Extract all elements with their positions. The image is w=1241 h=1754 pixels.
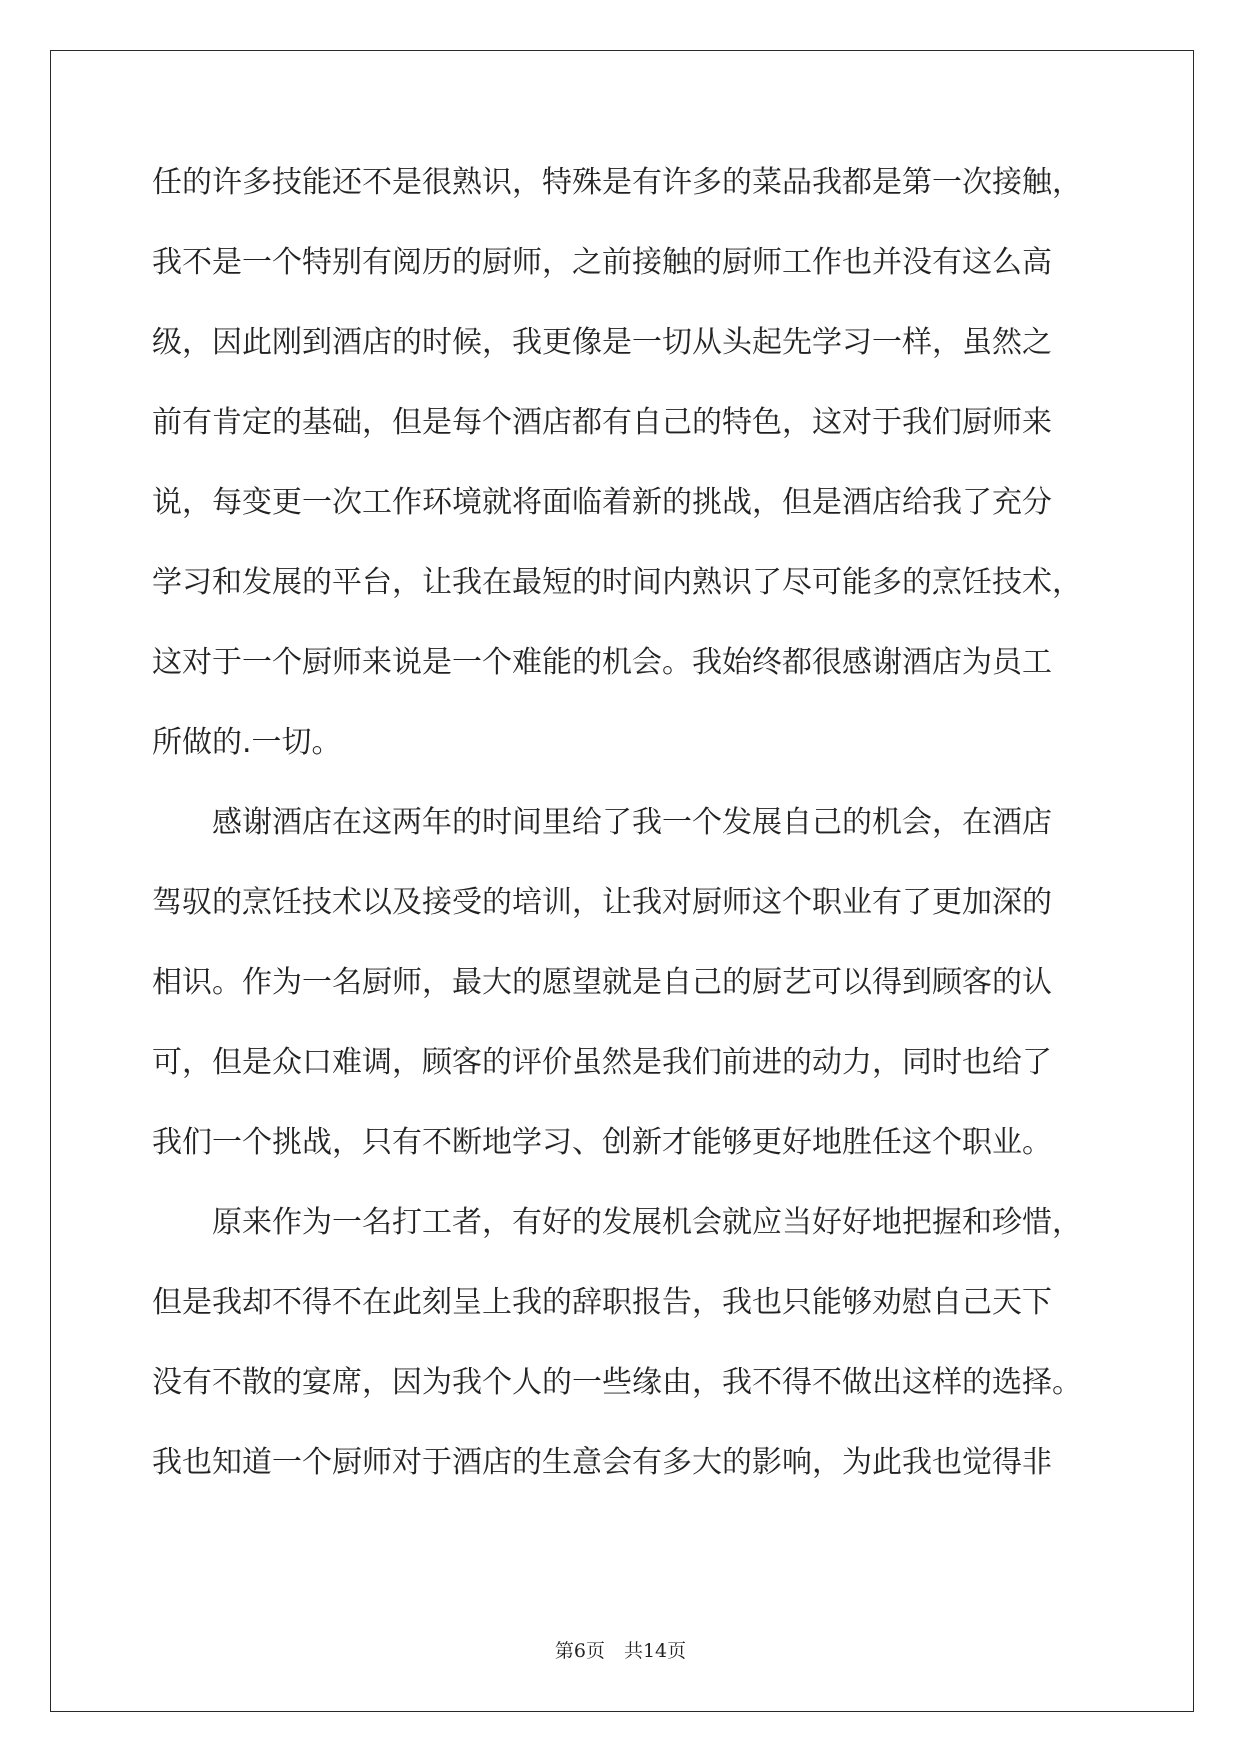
text-line: 相识。作为一名厨师，最大的愿望就是自己的厨艺可以得到顾客的认 xyxy=(152,965,1052,1000)
text-line: 我也知道一个厨师对于酒店的生意会有多大的影响，为此我也觉得非 xyxy=(152,1445,1052,1480)
text-line: 感谢酒店在这两年的时间里给了我一个发展自己的机会，在酒店 xyxy=(152,805,1052,840)
text-line: 学习和发展的平台，让我在最短的时间内熟识了尽可能多的烹饪技术， xyxy=(152,565,1082,600)
text-line: 所做的.一切。 xyxy=(152,725,342,760)
page-number-footer: 第6页 共14页 xyxy=(554,1640,687,1662)
text-line: 我不是一个特别有阅历的厨师，之前接触的厨师工作也并没有这么高 xyxy=(152,245,1052,280)
text-line: 没有不散的宴席，因为我个人的一些缘由，我不得不做出这样的选择。 xyxy=(152,1365,1082,1400)
text-line: 可，但是众口难调，顾客的评价虽然是我们前进的动力，同时也给了 xyxy=(152,1045,1052,1080)
text-line: 驾驭的烹饪技术以及接受的培训，让我对厨师这个职业有了更加深的 xyxy=(152,885,1052,920)
text-line: 任的许多技能还不是很熟识，特殊是有许多的菜品我都是第一次接触， xyxy=(152,165,1082,200)
document-body xyxy=(152,157,1102,1517)
text-line: 前有肯定的基础，但是每个酒店都有自己的特色，这对于我们厨师来 xyxy=(152,405,1052,440)
text-line: 原来作为一名打工者，有好的发展机会就应当好好地把握和珍惜， xyxy=(152,1205,1082,1240)
text-line: 这对于一个厨师来说是一个难能的机会。我始终都很感谢酒店为员工 xyxy=(152,645,1052,680)
text-line: 我们一个挑战，只有不断地学习、创新才能够更好地胜任这个职业。 xyxy=(152,1125,1052,1160)
text-line: 级，因此刚到酒店的时候，我更像是一切从头起先学习一样，虽然之 xyxy=(152,325,1052,360)
text-line: 说，每变更一次工作环境就将面临着新的挑战，但是酒店给我了充分 xyxy=(152,485,1052,520)
text-line: 但是我却不得不在此刻呈上我的辞职报告，我也只能够劝慰自己天下 xyxy=(152,1285,1052,1320)
